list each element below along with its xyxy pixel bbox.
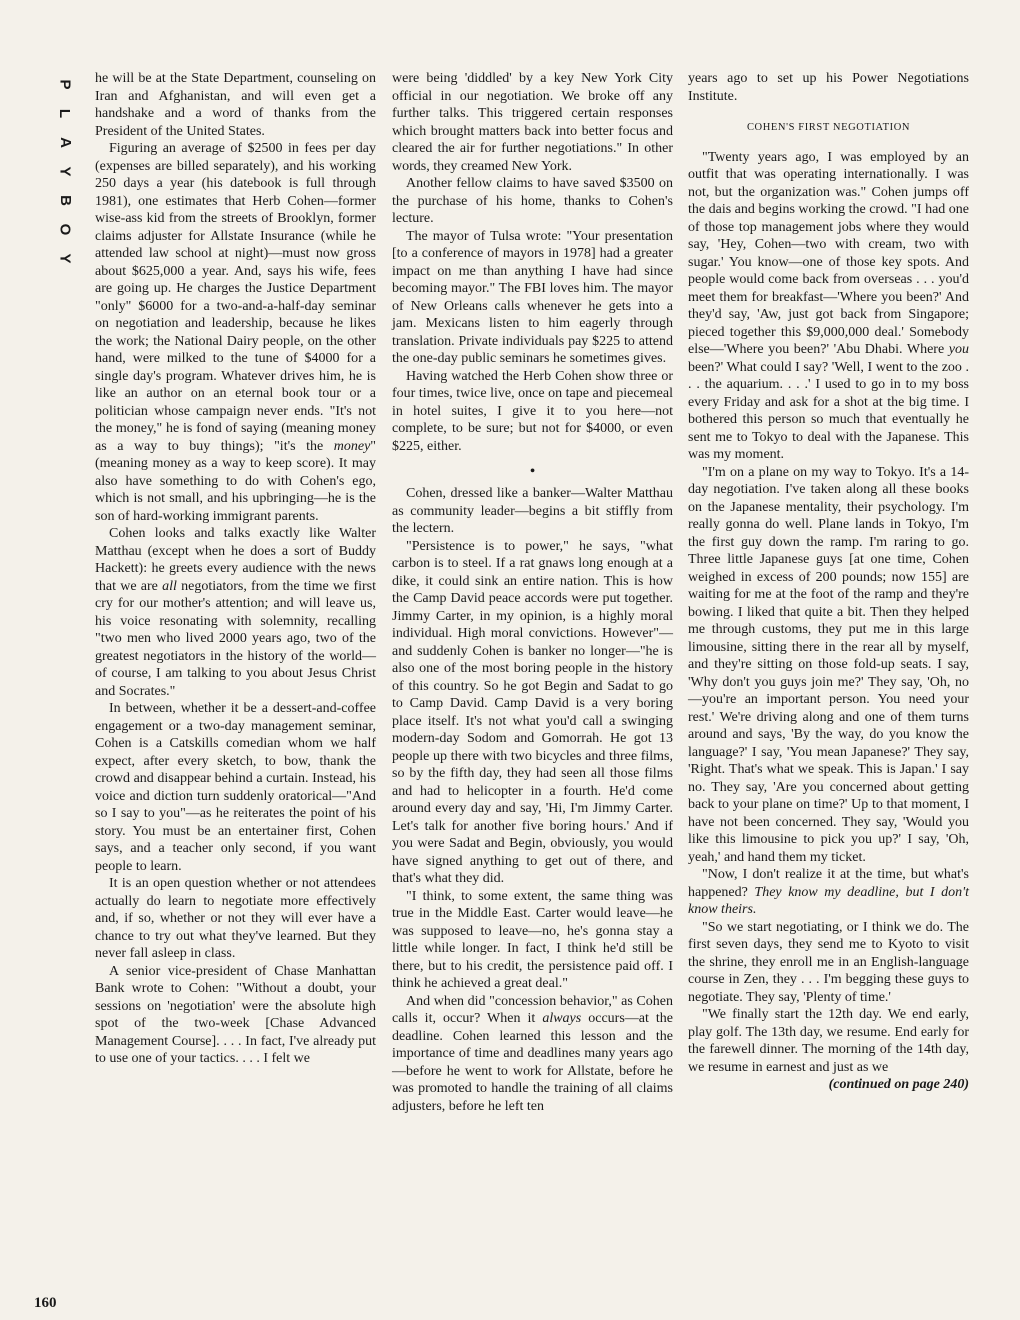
paragraph: It is an open question whether or not attendees actually do learn to negotiate more effectively and, if so, whether or not they will ever have a chance to try out what they've learned. But they never fall asleep in class.: [95, 876, 376, 961]
masthead-letter: O: [56, 223, 74, 236]
paragraph: A senior vice-president of Chase Manhattan Bank wrote to Cohen: "Without a doubt, your sessions on 'negotiation' were the absolute high spot of the two-week [Chase Advanced Management Course]. . . . In fact, I've already put to use one of your tactics. . . . I felt we: [95, 963, 376, 1066]
paragraph: In between, whether it be a dessert-and-coffee engagement or a two-day management seminar, Cohen is a Catskills comedian whom we half expect, after every sketch, to bow, thank the crowd and disappear behind a curtain. Instead, his voice and diction turn suddenly oratorical—"And so I say to you"—as he reiterates the point of his story. You must be an entertainer first, Cohen says, and a teacher only second, if you want people to learn.: [95, 701, 376, 874]
paragraph: "Persistence is to power," he says, "what carbon is to steel. If a rat gnaws long enough at a dike, it could sink an entire nation. This is how the Camp David peace accords were put together. Jimmy Carter, in my opinion, is a highly moral individual. High moral convictions. However"—and suddenly Cohen is banker no longer—"he is also one of the most boring people in the history of this country. So he got Begin and Sadat to go to Camp David. Camp David is a very boring place itself. It's not what you'd call a swinging modern-day Sodom and Gomorrah. He got 13 people up there with two bicycles and three films, so by the fifth day, they had seen all those films and had to helicopter in a fourth. He'd come around every day and say, 'Hi, I'm Jimmy Carter. Let's talk for another five boring hours.' And if you were Sadat and Begin, obviously, you would have signed anything to get out of there, and that's what they did.: [392, 538, 673, 886]
column-1: [95, 70, 376, 1068]
paragraph: "Twenty years ago, I was employed by an outfit that was operating internationally. I was not, but the organization was." Cohen jumps off the dais and begins working the crowd. "I had one of those top management jobs where they would say, 'Hey, Cohen—two with cream, two with sugar.' You know—one of those key spots. And people would come back from overseas . . . you'd meet them for breakfast—'Where you been?' And they'd say, 'Aw, just got back from Singapore; pieced together this $9,000,000 deal.' Somebody else—'Where you been?' 'Abu Dhabi. Where you been?' What could I say? 'Well, I went to the zoo . . . the aquarium. . . .' I used to go in to my boss every Friday and ask for a shot at the big time. I bothered this person so much that eventually he sent me to Tokyo to deal with the Japanese. This was my moment.: [688, 149, 970, 462]
continued-note: (continued on page 240): [828, 1077, 969, 1092]
section-break-bullet: •: [529, 463, 536, 480]
paragraph: "Now, I don't realize it at the time, but what's happened? They know my deadline, but I don't know theirs.: [688, 867, 970, 917]
masthead-letter: L: [56, 108, 74, 119]
paragraph: Figuring an average of $2500 in fees per day (expenses are billed separately), and his working 250 days a year (his datebook is full through 1981), one estimates that Herb Cohen—former wise-ass kid from the streets of Brooklyn, former claims adjuster for Allstate Insurance (while he attended law school at night)—must now gross about $625,000 a year. And, says his wife, fees are going up. He charges the Justice Department "only" $6000 for a two-and-a-half-day seminar on negotiation and leadership, because he likes the work; the National Dairy people, on the other hand, were milked to the tune of $4000 for a single day's program. Whatever drives him, he is like an author on an eternal book tour or a politician whose campaign never ends. "It's not the money," he is fond of saying (meaning money as a way to buy things); "it's the money" (meaning money as a way to keep score). It may also have something to do with Cohen's ego, which is not small, and his upbringing—he is the son of hard-working immigrant parents.: [95, 141, 377, 524]
paragraph: Cohen looks and talks exactly like Walter Matthau (except when he does a sort of Buddy Hackett): he greets every audience with the news that we are all negotiators, from the time we first cry for our mother's attention; and will leave us, his voice resonating with solemnity, recalling "two men who lived 2000 years ago, two of the greatest negotiators in the history of the world—of course, I am talking to you about Jesus Christ and Socrates.": [95, 526, 377, 699]
masthead-letter: A: [56, 137, 74, 148]
paragraph: The mayor of Tulsa wrote: "Your presentation [to a conference of mayors in 1978] had a greater impact on me than anything I have had since becoming mayor." The FBI loves him. The mayor of New Orleans calls whenever he gets into a jam. Mexicans listen to him eagerly through translation. Private individuals pay $225 to attend the one-day public seminars he sometimes gives.: [392, 228, 673, 366]
paragraph: And when did "concession behavior," as Cohen calls it, occur? When it always occurs—at the deadline. Cohen learned this lesson and the importance of time and deadlines many years ago—before he went to work for Allstate, before he was promoted to handle the training of all claims adjusters, before he left ten: [392, 993, 674, 1114]
masthead-letter: B: [56, 195, 74, 206]
paragraph: were being 'diddled' by a key New York City official in our negotiation. We broke off any further talks. This triggered certain responses which brought matters back into better focus and cleared the air for further negotiations." In other words, they creamed New York.: [392, 71, 673, 174]
paragraph: Cohen, dressed like a banker—Walter Matthau as community leader—begins a bit stiffly from the lectern.: [392, 486, 673, 536]
masthead-letter: P: [56, 79, 74, 90]
paragraph: he will be at the State Department, counseling on Iran and Afghanistan, and will even get a handshake and a word of thanks from the President of the United States.: [95, 71, 376, 139]
paragraph: years ago to set up his Power Negotiations Institute.: [688, 71, 969, 104]
paragraph: "We finally start the 12th day. We end early, play golf. The 13th day, we resume. End early for the farewell dinner. The morning of the 14th day, we resume in earnest and just as we: [688, 1007, 969, 1075]
column-2: [392, 70, 673, 1115]
column-3: [688, 70, 969, 1094]
paragraph: Another fellow claims to have saved $3500 on the purchase of his home, thanks to Cohen's lecture.: [392, 176, 673, 226]
masthead-letter: Y: [56, 166, 74, 177]
paragraph: "So we start negotiating, or I think we do. The first seven days, they send me to Kyoto to visit the shrine, they enroll me in an English-language course in Zen, they . . . I'm begging these guys to negotiate. They say, 'Plenty of time.': [688, 919, 969, 1005]
section-subhead: COHEN'S FIRST NEGOTIATION: [746, 122, 911, 133]
paragraph: Having watched the Herb Cohen show three or four times, twice live, once on tape and piecemeal in hotel suites, I give it to you here—not complete, to be sure; but not for $4000, or even $225, either.: [392, 368, 673, 454]
vertical-masthead: [54, 70, 76, 273]
paragraph: "I think, to some extent, the same thing was true in the Middle East. Carter would leave—he was supposed to leave—no, he's gonna stay a little while longer. In fact, I think he'd still be there, but to his credit, the persistence paid off. I think he achieved a great deal.": [392, 888, 673, 991]
paragraph: "I'm on a plane on my way to Tokyo. It's a 14-day negotiation. I've taken along all these books on the Japanese mentality, their psychology. I'm really gonna do well. Plane lands in Tokyo, I'm the first guy down the ramp. I'm raring to go. Three little Japanese guys [at one time, Cohen weighed in excess of 200 pounds; now 155] are waiting for me at the foot of the ramp and they're bowing. I liked that quite a bit. Then they helped me through customs, they put me in this large limousine, sitting there in the rear all by myself, and they're sitting on those fold-up seats. I say, 'Why don't you guys join me?' They say, 'Oh, no—you're an important person. You need your rest.' We're driving along and one of them turns around and says, 'By the way, do you know the language?' I say, 'You mean Japanese?' They say, 'Right. That's what we speak. This is Japan.' I say no. They say, 'Are you concerned about getting back to your plane on time?' Up to that moment, I have not been concerned. They say, 'Would you like this limousine to pick you up?' I say, 'Oh, yeah,' and hand them my ticket.: [688, 464, 969, 865]
page-number: 160: [34, 1295, 57, 1311]
masthead-letter: Y: [56, 253, 74, 264]
